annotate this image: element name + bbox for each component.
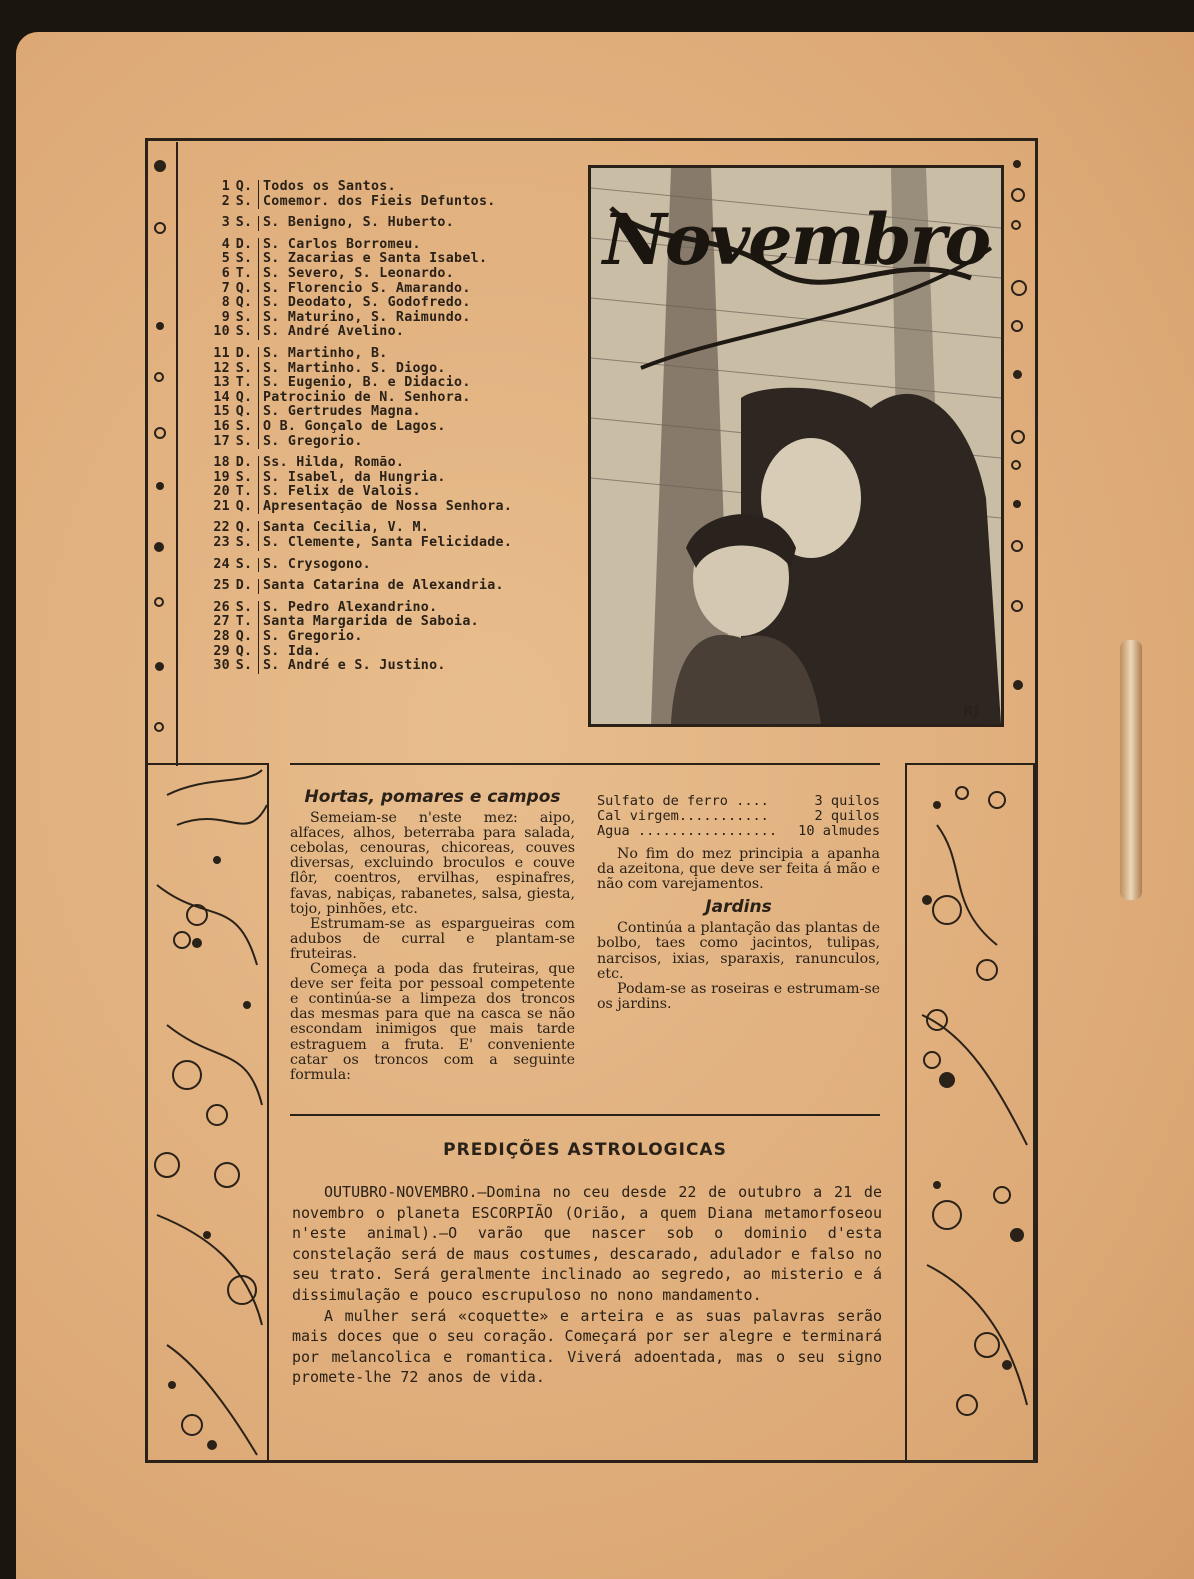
- hortas-paragraph-1: Semeiam-se n'este mez: aipo, alfaces, alhos, beterraba para salada, cebolas, cenouras, chicoreas, couves diversas, excluindo broculos e couve flôr, coentros, ervilhas, espinafres, favas, nabiças, rabanetes, salsa, giesta, tojo, pinhões, etc.: [290, 810, 575, 917]
- day-number: 1: [221, 179, 230, 194]
- day-number: 23: [213, 535, 230, 551]
- weekday-letter: S.: [230, 195, 259, 210]
- predicoes-paragraph-1: OUTUBRO-NOVEMBRO.—Domina no ceu desde 22 de outubro a 21 de novembro o planeta ESCORPIÃO (Orião, a quem Diana metamorfoseou n'este animal).—O varão que nascer sob o dominio d'esta constelação será de maus costumes, descarado, adulador e falso no seu trato. Será geralmente inclinado ao segredo, ao misterio e á dissimulação e pouco escrupuloso no nono mandamento.: [292, 1183, 882, 1304]
- formula-item: Sulfato de ferro ....: [597, 793, 769, 809]
- saint-name: S. Deodato, S. Godofredo.: [263, 295, 471, 311]
- calendar-row: [200, 435, 570, 450]
- weekday-letter: D.: [230, 456, 259, 471]
- predicoes-heading: PREDIÇÕES ASTROLOGICAS: [443, 1140, 727, 1160]
- hortas-column: [290, 787, 575, 1083]
- calendar-row: [200, 282, 570, 297]
- day-number: 11: [213, 345, 230, 361]
- saint-name: S. Severo, S. Leonardo.: [263, 265, 455, 281]
- formula-row: [597, 824, 880, 839]
- divider-top: [290, 763, 880, 765]
- weekday-letter: Q.: [230, 296, 259, 311]
- weekday-letter: S.: [230, 659, 259, 674]
- saint-name: S. Gregorio.: [263, 629, 363, 645]
- jardins-heading: Jardins: [705, 897, 772, 918]
- weekday-letter: Q.: [230, 282, 259, 297]
- calendar-row: [200, 500, 570, 515]
- day-number: 16: [213, 418, 230, 434]
- saint-name: S. Crysogono.: [263, 556, 371, 572]
- calendar-row: [200, 405, 570, 420]
- calendar-row: [200, 420, 570, 435]
- day-number: 7: [221, 280, 230, 296]
- saint-name: S. André Avelino.: [263, 324, 405, 340]
- november-saints-calendar: [200, 180, 570, 674]
- saint-name: S. Gregorio.: [263, 433, 363, 449]
- day-number: 30: [213, 658, 230, 674]
- weekday-letter: Q.: [230, 521, 259, 536]
- saint-name: S. Carlos Borromeu.: [263, 236, 421, 252]
- calendar-row: [200, 180, 570, 195]
- right-dot-strip: [1005, 160, 1035, 740]
- day-number: 29: [213, 643, 230, 659]
- calendar-row: [200, 296, 570, 311]
- saint-name: S. André e S. Justino.: [263, 658, 446, 674]
- weekday-letter: Q.: [230, 630, 259, 645]
- calendar-row: [200, 216, 570, 231]
- calendar-row: [200, 615, 570, 630]
- day-number: 19: [213, 469, 230, 485]
- calendar-row: [200, 579, 570, 594]
- novembro-illustration: [588, 165, 1004, 727]
- calendar-row: [200, 536, 570, 551]
- hortas-heading: Hortas, pomares e campos: [304, 787, 561, 807]
- saint-name: Ss. Hilda, Romão.: [263, 455, 405, 471]
- hortas-paragraph-2: Estrumam-se as espargueiras com adubos de curral e plantam-se fruteiras.: [290, 915, 575, 962]
- saint-name: Todos os Santos.: [263, 179, 396, 194]
- jardins-column: [597, 790, 880, 1012]
- right-floral-panel: [905, 763, 1035, 1463]
- day-number: 3: [221, 215, 230, 231]
- day-number: 5: [221, 251, 230, 267]
- saint-name: S. Gertrudes Magna.: [263, 404, 421, 420]
- binding-thread: [1120, 640, 1142, 900]
- left-dot-strip: [148, 142, 178, 764]
- jardins-paragraph-1: Continúa a plantação das plantas de bolbo, taes como jacintos, tulipas, narcisos, ixias, sparaxis, ranunculos, etc.: [597, 920, 880, 982]
- day-number: 24: [213, 556, 230, 572]
- calendar-row: [200, 325, 570, 340]
- formula-item: Cal virgem...........: [597, 808, 769, 824]
- weekday-letter: D.: [230, 347, 259, 362]
- weekday-letter: S.: [230, 471, 259, 486]
- weekday-letter: S.: [230, 420, 259, 435]
- saint-name: S. Eugenio, B. e Didacio.: [263, 375, 471, 391]
- weekday-letter: Q.: [230, 391, 259, 406]
- weekday-letter: Q.: [230, 405, 259, 420]
- weekday-letter: S.: [230, 252, 259, 267]
- formula-quantity: 10 almudes: [798, 823, 880, 839]
- calendar-row: [200, 267, 570, 282]
- weekday-letter: T.: [230, 615, 259, 630]
- day-number: 20: [213, 484, 230, 500]
- day-number: 10: [213, 324, 230, 340]
- saint-name: S. Isabel, da Hungria.: [263, 469, 446, 485]
- day-number: 2: [221, 193, 230, 209]
- azeitona-paragraph: No fim do mez principia a apanha da azeitona, que deve ser feita á mão e não com varejamentos.: [597, 846, 880, 893]
- formula-row: [597, 794, 880, 809]
- day-number: 15: [213, 404, 230, 420]
- day-number: 26: [213, 599, 230, 615]
- formula-row: [597, 809, 880, 824]
- saint-name: S. Martinho. S. Diogo.: [263, 360, 446, 376]
- saint-name: S. Ida.: [263, 643, 322, 659]
- day-number: 4: [221, 236, 230, 252]
- calendar-row: [200, 195, 570, 210]
- saint-name: Patrocinio de N. Senhora.: [263, 389, 471, 405]
- calendar-row: [200, 252, 570, 267]
- weekday-letter: T.: [230, 485, 259, 500]
- hortas-paragraph-3: Começa a poda das fruteiras, que deve ser feita por pessoal competente e continúa-se a limpeza dos troncos das mesmas para que na casca se não escondam inimigos que mais tarde estraguem a fruta. E' conveniente catar os troncos com a seguinte formula:: [290, 961, 575, 1083]
- saint-name: Santa Cecilia, V. M.: [263, 520, 430, 536]
- day-number: 6: [221, 265, 230, 281]
- predicoes-text: [292, 1182, 882, 1388]
- saint-name: S. Pedro Alexandrino.: [263, 599, 438, 615]
- weekday-letter: D.: [230, 579, 259, 594]
- saint-name: S. Zacarias e Santa Isabel.: [263, 251, 488, 267]
- weekday-letter: S.: [230, 311, 259, 326]
- saint-name: Apresentação de Nossa Senhora.: [263, 498, 513, 514]
- weekday-letter: T.: [230, 267, 259, 282]
- saint-name: S. Clemente, Santa Felicidade.: [263, 535, 513, 551]
- weekday-letter: S.: [230, 435, 259, 450]
- day-number: 27: [213, 614, 230, 630]
- day-number: 9: [221, 309, 230, 325]
- saint-name: Santa Catarina de Alexandria.: [263, 578, 504, 594]
- day-number: 8: [221, 295, 230, 311]
- day-number: 18: [213, 455, 230, 471]
- day-number: 12: [213, 360, 230, 376]
- saint-name: S. Felix de Valois.: [263, 484, 421, 500]
- day-number: 14: [213, 389, 230, 405]
- sulfate-formula: [597, 794, 880, 839]
- formula-quantity: 2 quilos: [814, 808, 880, 824]
- saint-name: S. Florencio S. Amarando.: [263, 280, 471, 296]
- day-number: 22: [213, 520, 230, 536]
- weekday-letter: D.: [230, 238, 259, 253]
- day-number: 21: [213, 498, 230, 514]
- calendar-row: [200, 521, 570, 536]
- predicoes-paragraph-2: A mulher será «coquette» e arteira e as suas palavras serão mais doces que o seu coração. Começará por ser alegre e terminará por melancolica e romantica. Viverá adoentada, mas o seu signo promete-lhe 72 anos de vida.: [292, 1306, 882, 1387]
- day-number: 17: [213, 433, 230, 449]
- weekday-letter: S.: [230, 325, 259, 340]
- calendar-row: [200, 391, 570, 406]
- formula-item: Agua .................: [597, 823, 778, 839]
- saint-name: Santa Margarida de Saboia.: [263, 614, 479, 630]
- day-number: 13: [213, 375, 230, 391]
- saint-name: S. Benigno, S. Huberto.: [263, 215, 455, 231]
- weekday-letter: S.: [230, 362, 259, 377]
- weekday-letter: T.: [230, 376, 259, 391]
- weekday-letter: S.: [230, 601, 259, 616]
- calendar-row: [200, 347, 570, 362]
- illustration-signature: RJ: [963, 704, 979, 720]
- calendar-row: [200, 558, 570, 573]
- divider-middle: [290, 1114, 880, 1116]
- formula-quantity: 3 quilos: [814, 793, 880, 809]
- calendar-row: [200, 362, 570, 377]
- calendar-row: [200, 456, 570, 471]
- left-floral-panel: [145, 763, 269, 1463]
- jardins-paragraph-2: Podam-se as roseiras e estrumam-se os jardins.: [597, 980, 880, 1012]
- calendar-row: [200, 376, 570, 391]
- calendar-row: [200, 630, 570, 645]
- saint-name: S. Martinho, B.: [263, 345, 388, 361]
- weekday-letter: S.: [230, 536, 259, 551]
- saint-name: Comemor. dos Fieis Defuntos.: [263, 193, 496, 209]
- weekday-letter: S.: [230, 216, 259, 231]
- day-number: 25: [213, 578, 230, 594]
- weekday-letter: S.: [230, 558, 259, 573]
- saint-name: S. Maturino, S. Raimundo.: [263, 309, 471, 325]
- calendar-row: [200, 659, 570, 674]
- saint-name: O B. Gonçalo de Lagos.: [263, 418, 446, 434]
- weekday-letter: Q.: [230, 645, 259, 660]
- day-number: 28: [213, 629, 230, 645]
- weekday-letter: Q.: [230, 500, 259, 515]
- illustration-title: Novembro: [602, 198, 990, 281]
- calendar-row: [200, 485, 570, 500]
- weekday-letter: Q.: [230, 180, 259, 195]
